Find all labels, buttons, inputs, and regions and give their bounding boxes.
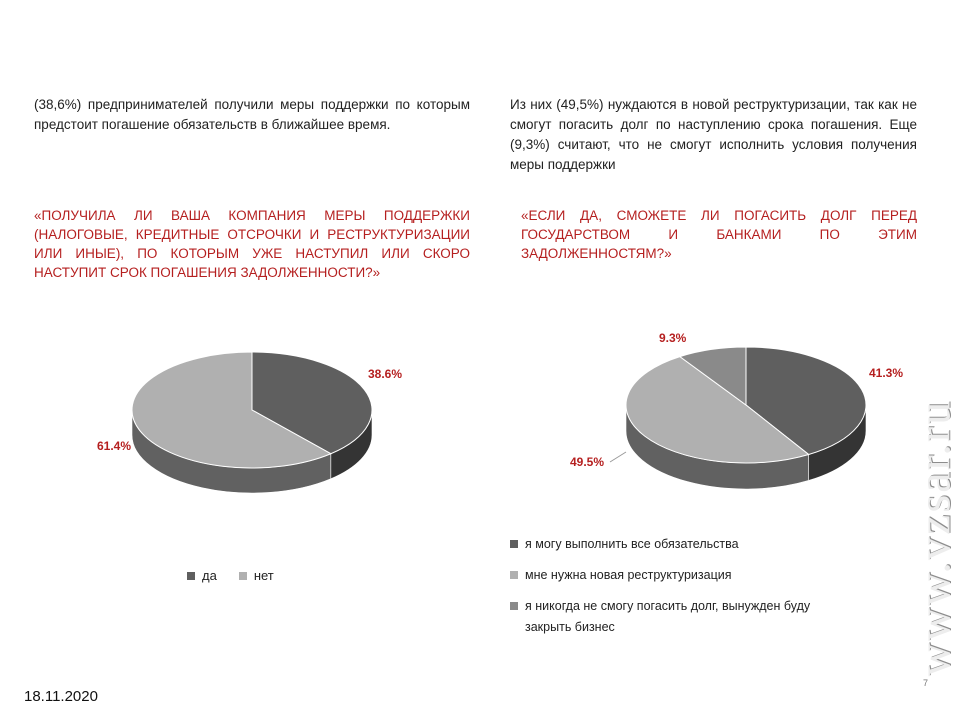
legend-swatch-never [510,602,518,610]
legend-swatch-can-pay [510,540,518,548]
legend-label-net: нет [253,568,274,583]
watermark: www.vzsar.ru [908,399,960,677]
right-chart-question: «ЕСЛИ ДА, СМОЖЕТЕ ЛИ ПОГАСИТЬ ДОЛГ ПЕРЕД ГОСУДАРСТВОМ И БАНКАМИ ПО ЭТИМ ЗАДОЛЖЕННОСТЯМ?» [521,208,917,261]
right-summary-text: Из них (49,5%) нуждаются в новой реструктуризации, так как не смогут погасить долг по наступлению срока погашения. Еще (9,3%) считают, что не смогут исполнить условия получения меры поддержки [510,97,917,172]
page-number: 7 [923,678,929,688]
legend-item-net [239,568,274,583]
legend-item-restructure [510,565,840,586]
left-chart-question: «ПОЛУЧИЛА ЛИ ВАША КОМПАНИЯ МЕРЫ ПОДДЕРЖКИ (НАЛОГОВЫЕ, КРЕДИТНЫЕ ОТСРОЧКИ И РЕСТРУКТУРИЗАЦИИ ИЛИ ИНЫЕ), ПО КОТОРЫМ УЖЕ НАСТУПИЛ ИЛИ СКОРО НАСТУПИТ СРОК ПОГАШЕНИЯ ЗАДОЛЖЕННОСТИ?» [34,208,470,280]
legend-label-can-pay: я могу выполнить все обязательства [525,537,739,551]
pie2-leader-0 [610,452,626,462]
legend-item-can-pay [510,534,840,555]
legend-label-never: я никогда не смогу погасить долг, вынужден буду закрыть бизнес [525,599,811,634]
legend-swatch-restructure [510,571,518,579]
legend-swatch-net [239,572,247,580]
left-summary-text: (38,6%) предпринимателей получили меры поддержки по которым предстоит погашение обязательств в ближайшее время. [34,97,470,132]
pie2-label-never: 9.3% [659,331,687,345]
legend-item-da [187,568,217,583]
legend-item-never [510,596,840,638]
pie2-legend [510,534,840,648]
legend-label-da: да [202,568,217,583]
pie2-label-restructure: 49.5% [570,455,605,469]
legend-swatch-da [187,572,195,580]
legend-label-restructure: мне нужна новая реструктуризация [525,568,732,582]
pie1-legend [187,568,274,583]
pie2-label-can-pay: 41.3% [869,366,904,380]
pie1-label-da: 38.6% [368,367,403,381]
pie1-label-net: 61.4% [97,439,132,453]
slide-date: 18.11.2020 [24,688,98,705]
